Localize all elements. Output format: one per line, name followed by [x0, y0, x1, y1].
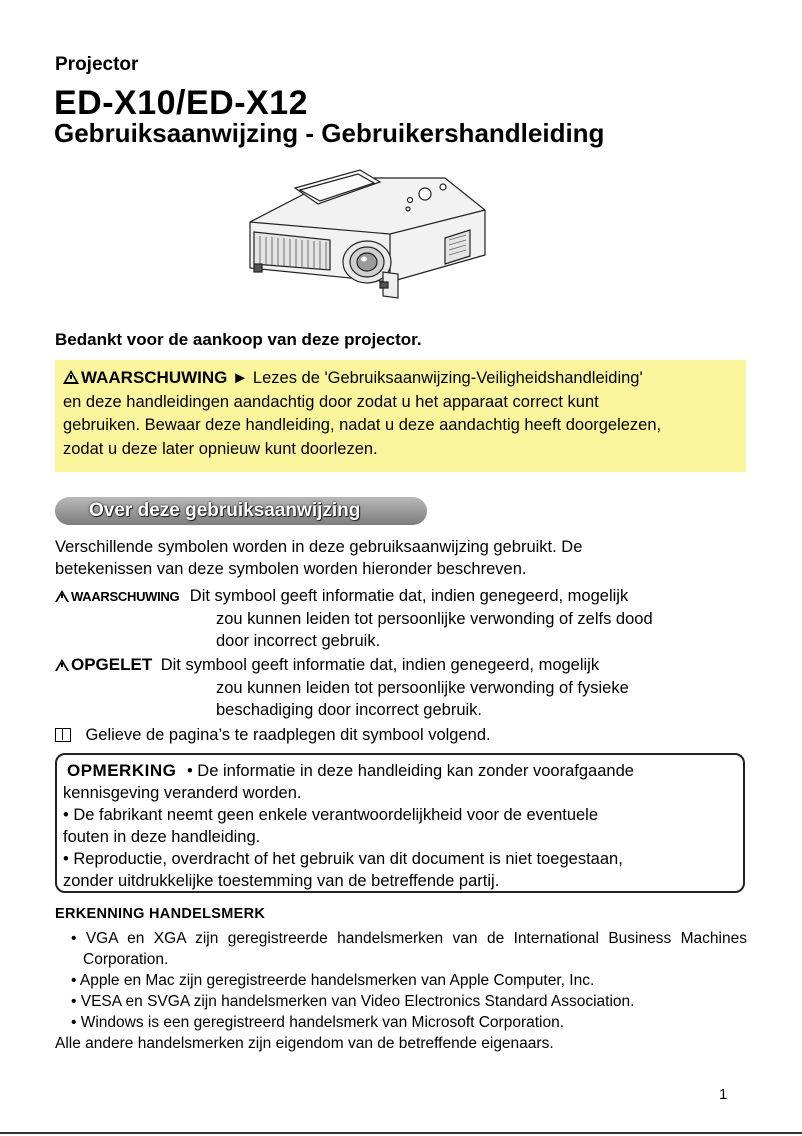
- caution-symbol-desc-3: beschadiging door incorrect gebruik.: [216, 701, 482, 719]
- warning-triangle-icon: [63, 370, 79, 384]
- caution-symbol-row: [55, 654, 755, 676]
- trademark-item: • VESA en SVGA zijn handelsmerken van Video Electronics Standard Association.: [71, 993, 635, 1010]
- warning-symbol-row: [55, 585, 755, 607]
- warning-label: WAARSCHUWING: [81, 368, 228, 387]
- notice-line-1: [63, 760, 737, 782]
- thank-you-text: Bedankt voor de aankoop van deze projector.: [55, 330, 422, 349]
- intro-line-2: betekenissen van deze symbolen worden hieronder beschreven.: [55, 560, 527, 578]
- trademark-item: • Windows is een geregistreerd handelsmerk van Microsoft Corporation.: [71, 1014, 565, 1031]
- trademark-item: • VGA en XGA zijn geregistreerde handelsmerken van de International Business Machines Corporation.: [71, 930, 747, 968]
- arrow-icon: ►: [231, 369, 249, 387]
- intro-line-1: Verschillende symbolen worden in deze gebruiksaanwijzing gebruikt. De: [55, 538, 583, 556]
- bottom-divider: [0, 1132, 802, 1134]
- warning-symbol-desc-2: zou kunnen leiden tot persoonlijke verwonding of zelfs dood: [216, 610, 653, 628]
- caution-triangle-icon: [55, 659, 69, 671]
- warning-text-1: Lezes de 'Gebruiksaanwijzing-Veiligheidshandleiding': [252, 369, 643, 387]
- trademark-list: [55, 928, 747, 1054]
- caution-symbol-label: OPGELET: [71, 655, 153, 674]
- warning-symbol-label: WAARSCHUWING: [71, 589, 180, 604]
- trademark-item: • Apple en Mac zijn geregistreerde handelsmerken van Apple Computer, Inc.: [71, 972, 595, 989]
- caution-symbol-desc-1: Dit symbool geeft informatie dat, indien genegeerd, mogelijk: [160, 656, 600, 674]
- page-number: 1: [719, 1086, 728, 1103]
- notice-text-5: • Reproductie, overdracht of het gebruik van dit document is niet toegestaan,: [63, 850, 623, 868]
- notice-box: [55, 753, 745, 893]
- warning-text-4: zodat u deze later opnieuw kunt doorlezen.: [63, 439, 378, 458]
- warning-symbol-desc-3: door incorrect gebruik.: [216, 632, 381, 650]
- reference-symbol-row: [55, 724, 491, 746]
- document-category: Projector: [55, 54, 139, 75]
- warning-symbol-desc-1: Dit symbool geeft informatie dat, indien genegeerd, mogelijk: [189, 587, 629, 605]
- notice-label: OPMERKING: [67, 761, 177, 780]
- notice-text-4: fouten in deze handleiding.: [63, 828, 261, 846]
- reference-symbol-desc: Gelieve de pagina’s te raadplegen dit symbool volgend.: [85, 726, 491, 744]
- warning-notice-box: [55, 360, 746, 472]
- notice-text-6: zonder uitdrukkelijke toestemming van de betreffende partij.: [63, 872, 500, 890]
- notice-text-1: • De informatie in deze handleiding kan zonder voorafgaande: [186, 762, 634, 780]
- trademark-footer: Alle andere handelsmerken zijn eigendom van de betreffende eigenaars.: [55, 1035, 554, 1052]
- trademark-heading: ERKENNING HANDELSMERK: [55, 906, 266, 922]
- model-title: ED-X10/ED-X12: [54, 84, 309, 122]
- manual-subtitle: Gebruiksaanwijzing - Gebruikershandleiding: [54, 118, 605, 148]
- notice-text-2: kennisgeving veranderd worden.: [63, 784, 302, 802]
- warning-triangle-icon: [55, 590, 69, 602]
- warning-text-3: gebruiken. Bewaar deze handleiding, nadat u deze aandachtig heeft doorgelezen,: [63, 416, 662, 434]
- warning-text-2: en deze handleidingen aandachtig door zodat u het apparaat correct kunt: [63, 392, 599, 411]
- book-icon: [55, 728, 71, 742]
- caution-symbol-desc-2: zou kunnen leiden tot persoonlijke verwonding of fysieke: [216, 679, 629, 697]
- notice-text-3: • De fabrikant neemt geen enkele verantwoordelijkheid voor de eventuele: [63, 806, 599, 824]
- section-heading: Over deze gebruiksaanwijzing: [55, 497, 427, 525]
- projector-illustration: [240, 160, 490, 310]
- warning-line-1: [63, 366, 738, 391]
